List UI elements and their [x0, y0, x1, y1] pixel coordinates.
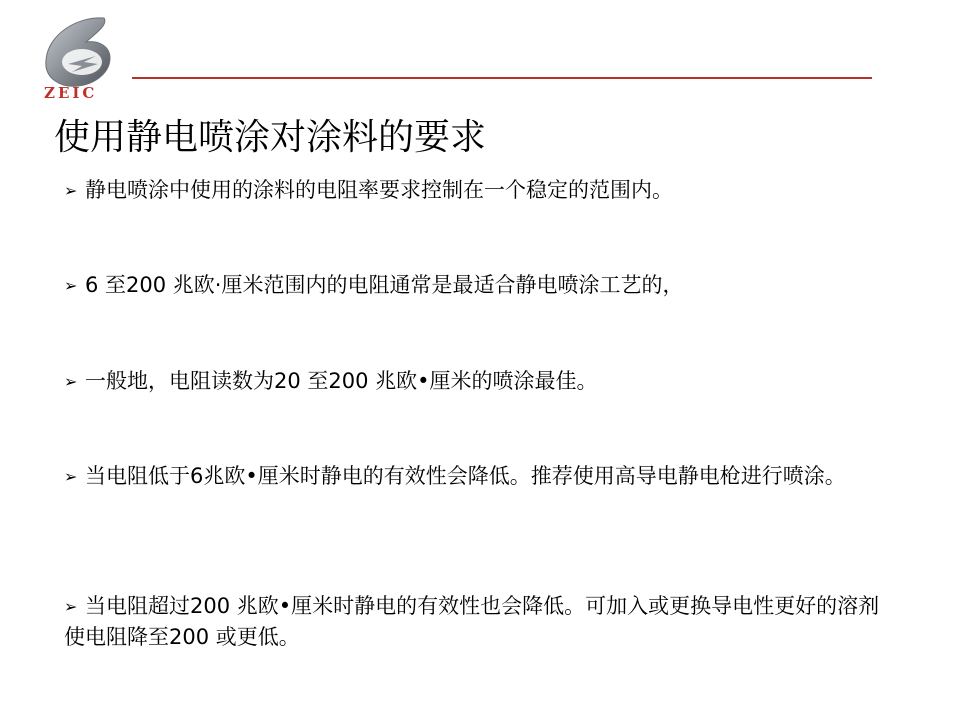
header-divider — [132, 77, 872, 79]
bullet-text: 6 至200 兆欧·厘米范围内的电阻通常是最适合静电喷涂工艺的， — [85, 273, 684, 297]
bullet-item — [64, 270, 884, 301]
bullet-item — [64, 366, 884, 397]
bullet-text: 静电喷涂中使用的涂料的电阻率要求控制在一个稳定的范围内。 — [85, 178, 673, 202]
logo-wordmark: ZEIC — [44, 84, 98, 102]
bullet-text: 一般地，电阻读数为20 至200 兆欧•厘米的喷涂最佳。 — [85, 369, 598, 393]
slide-title: 使用静电喷涂对涂料的要求 — [54, 117, 487, 158]
bullet-text: 当电阻超过200 兆欧•厘米时静电的有效性也会降低。可加入或更换导电性更好的溶剂使电阻降至200 或更低。 — [64, 594, 880, 649]
bullet-item — [64, 461, 884, 492]
arrow-bullet-icon: ➢ — [64, 372, 78, 391]
arrow-bullet-icon: ➢ — [64, 597, 78, 616]
arrow-bullet-icon: ➢ — [64, 181, 78, 200]
arrow-bullet-icon: ➢ — [64, 276, 78, 295]
bullet-item — [64, 591, 884, 653]
bullet-item — [64, 175, 884, 206]
arrow-bullet-icon: ➢ — [64, 467, 78, 486]
bullet-text: 当电阻低于6兆欧•厘米时静电的有效性会降低。推荐使用高导电静电枪进行喷涂。 — [85, 464, 846, 488]
